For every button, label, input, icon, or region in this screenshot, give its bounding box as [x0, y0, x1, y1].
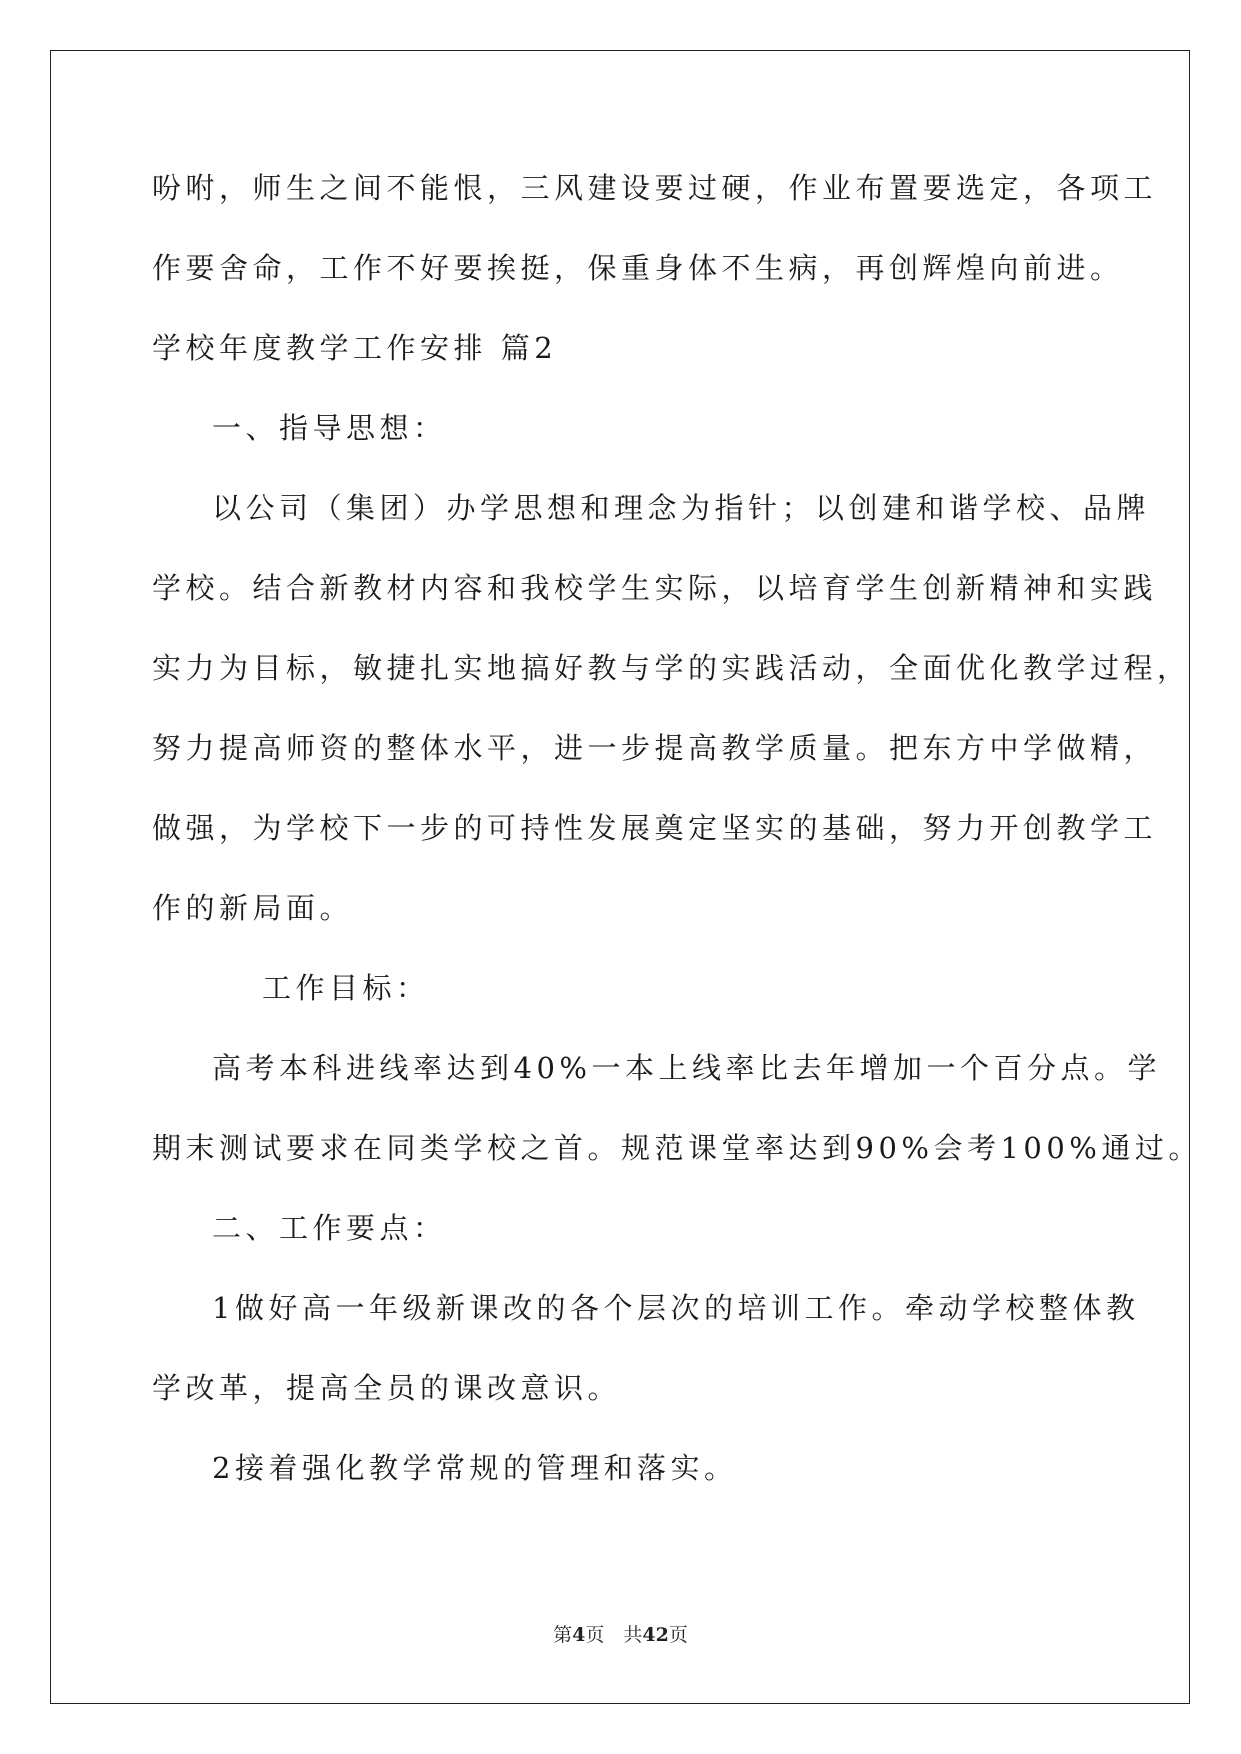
section-heading: 学校年度教学工作安排 篇2: [152, 331, 558, 365]
footer-page-number: 4: [572, 1624, 586, 1646]
body-line-2: 作要舍命，工作不好要挨挺，保重身体不生病，再创辉煌向前进。: [152, 251, 1124, 285]
body-line-9: 做强，为学校下一步的可持性发展奠定坚实的基础，努力开创教学工: [152, 811, 1158, 845]
body-line-13: 期末测试要求在同类学校之首。规范课堂率达到90%会考100%通过。: [152, 1131, 1202, 1165]
subheading-guiding-ideology: 一、指导思想：: [212, 411, 447, 445]
body-line-6: 学校。结合新教材内容和我校学生实际，以培育学生创新精神和实践: [152, 571, 1158, 605]
footer-suffix: 页: [668, 1624, 688, 1646]
body-line-1: 吩咐，师生之间不能恨，三风建设要过硬，作业布置要选定，各项工: [152, 171, 1158, 205]
page-footer: [0, 1620, 1241, 1647]
subheading-work-goals: 工作目标：: [262, 971, 430, 1005]
footer-total-pages: 42: [642, 1624, 669, 1646]
body-line-16: 学改革，提高全员的课改意识。: [152, 1371, 622, 1405]
body-line-5: 以公司（集团）办学思想和理念为指针；以创建和谐学校、品牌: [212, 491, 1151, 525]
body-line-17: 2接着强化教学常规的管理和落实。: [212, 1451, 738, 1485]
subheading-work-points: 二、工作要点：: [212, 1211, 447, 1245]
body-line-15: 1做好高一年级新课改的各个层次的培训工作。牵动学校整体教: [212, 1291, 1140, 1325]
body-line-10: 作的新局面。: [152, 891, 354, 925]
body-line-12: 高考本科进线率达到40%一本上线率比去年增加一个百分点。学: [212, 1051, 1161, 1085]
footer-prefix: 第: [553, 1624, 573, 1646]
body-line-7: 实力为目标，敏捷扎实地搞好教与学的实践活动，全面优化教学过程，: [152, 651, 1191, 685]
body-line-8: 努力提高师资的整体水平，进一步提高教学质量。把东方中学做精，: [152, 731, 1158, 765]
footer-mid: 页 共: [585, 1624, 643, 1646]
